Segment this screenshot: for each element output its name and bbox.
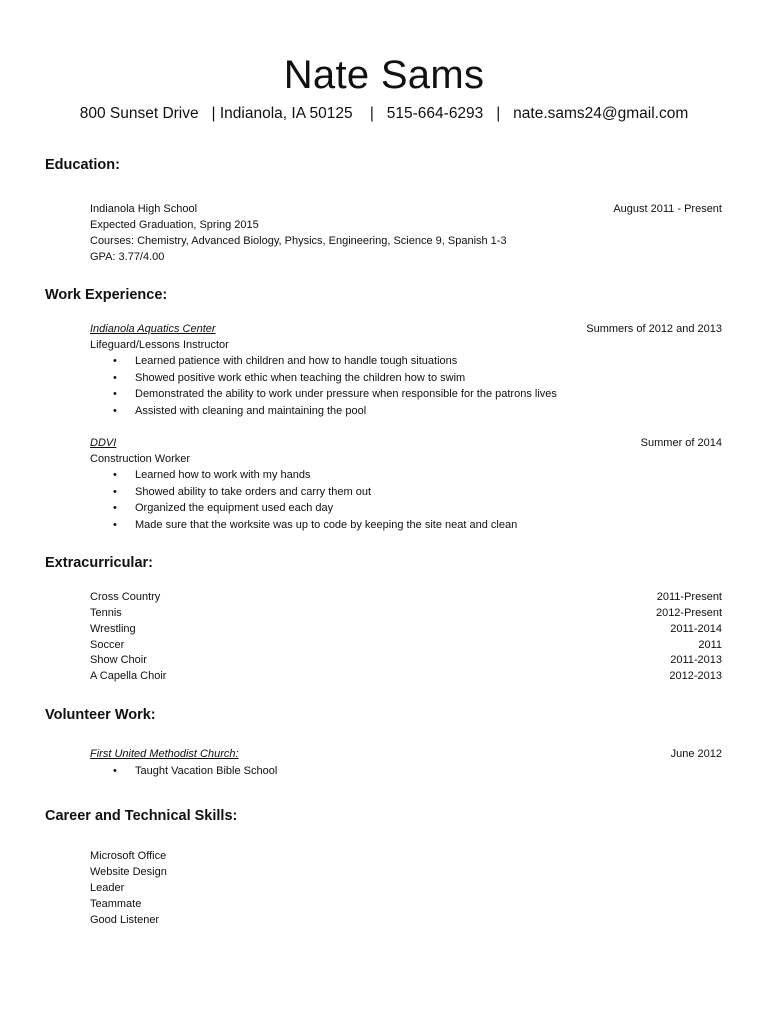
- job-org: DDVI: [90, 437, 117, 449]
- activity-name: Soccer: [90, 639, 125, 651]
- skill-item: [90, 896, 722, 912]
- job-dates: Summers of 2012 and 2013: [586, 323, 722, 335]
- education-gpa-row: [90, 249, 722, 265]
- education-courses-row: [90, 233, 722, 249]
- activity-row: [90, 637, 722, 653]
- gpa-text: GPA: 3.77/4.00: [90, 251, 165, 263]
- skill-text: Leader: [90, 882, 125, 894]
- activity-row: [90, 589, 722, 605]
- skill-text: Microsoft Office: [90, 850, 167, 862]
- job-bullet: [113, 353, 713, 369]
- activity-name: Tennis: [90, 607, 122, 619]
- job-org: Indianola Aquatics Center: [90, 323, 216, 335]
- bullet-icon: •: [113, 486, 117, 498]
- bullet-icon: •: [113, 469, 117, 481]
- skill-item: [90, 880, 722, 896]
- bullet-text: Learned patience with children and how to handle tough situations: [135, 355, 458, 367]
- skill-text: Good Listener: [90, 914, 160, 926]
- job-header-row: [90, 435, 722, 451]
- job-header-row: [90, 321, 722, 337]
- skill-text: Teammate: [90, 898, 142, 910]
- bullet-text: Assisted with cleaning and maintaining the pool: [135, 405, 367, 417]
- graduation-text: Expected Graduation, Spring 2015: [90, 219, 259, 231]
- job-title-row: [90, 451, 722, 467]
- education-school-row: [90, 201, 722, 217]
- job-title-row: [90, 337, 722, 353]
- activity-years: 2011-2013: [670, 654, 722, 666]
- contact-line: 800 Sunset Drive | Indianola, IA 50125 | 515-664-6293 | nate.sams24@gmail.com: [79, 105, 689, 122]
- activity-name: Show Choir: [90, 654, 147, 666]
- work-heading: Work Experience:: [45, 287, 168, 303]
- activity-row: [90, 652, 722, 668]
- volunteer-dates: June 2012: [670, 748, 722, 760]
- volunteer-heading: Volunteer Work:: [45, 707, 156, 723]
- skills-heading: Career and Technical Skills:: [45, 808, 238, 824]
- bullet-text: Demonstrated the ability to work under pressure when responsible for the patrons lives: [135, 388, 557, 400]
- bullet-text: Organized the equipment used each day: [135, 502, 334, 514]
- job-title: Construction Worker: [90, 453, 191, 465]
- job-title: Lifeguard/Lessons Instructor: [90, 339, 229, 351]
- activity-row: [90, 621, 722, 637]
- skill-item: [90, 864, 722, 880]
- bullet-text: Made sure that the worksite was up to code by keeping the site neat and clean: [135, 519, 518, 531]
- school-name: Indianola High School: [90, 203, 198, 215]
- bullet-icon: •: [113, 388, 117, 400]
- job-dates: Summer of 2014: [640, 437, 722, 449]
- activity-years: 2011-Present: [656, 591, 722, 603]
- bullet-icon: •: [113, 502, 117, 514]
- volunteer-org: First United Methodist Church:: [90, 748, 239, 760]
- bullet-icon: •: [113, 519, 117, 531]
- job-bullet: [113, 484, 713, 500]
- skill-item: [90, 848, 722, 864]
- resume-name: Nate Sams: [283, 53, 485, 97]
- bullet-text: Showed ability to take orders and carry them out: [135, 486, 372, 498]
- volunteer-header-row: [90, 746, 722, 762]
- activity-row: [90, 668, 722, 684]
- job-bullet: [113, 500, 713, 516]
- bullet-text: Taught Vacation Bible School: [135, 765, 278, 777]
- school-dates: August 2011 - Present: [613, 203, 722, 215]
- bullet-text: Learned how to work with my hands: [135, 469, 311, 481]
- activity-row: [90, 605, 722, 621]
- job-bullet: [113, 467, 713, 483]
- skill-item: [90, 912, 722, 928]
- activity-name: A Capella Choir: [90, 670, 167, 682]
- activity-years: 2012-2013: [669, 670, 722, 682]
- education-graduation-row: [90, 217, 722, 233]
- activity-years: 2011: [698, 639, 722, 651]
- activity-years: 2011-2014: [670, 623, 722, 635]
- bullet-text: Showed positive work ethic when teaching the children how to swim: [135, 372, 466, 384]
- activity-years: 2012-Present: [655, 607, 722, 619]
- job-bullet: [113, 386, 713, 402]
- skill-text: Website Design: [90, 866, 167, 878]
- extracurricular-heading: Extracurricular:: [45, 555, 153, 571]
- activity-name: Wrestling: [90, 623, 136, 635]
- courses-text: Courses: Chemistry, Advanced Biology, Physics, Engineering, Science 9, Spanish 1-3: [90, 235, 507, 247]
- education-heading: Education:: [45, 157, 120, 173]
- bullet-icon: •: [113, 765, 117, 777]
- bullet-icon: •: [113, 355, 117, 367]
- bullet-icon: •: [113, 372, 117, 384]
- job-bullet: [113, 370, 713, 386]
- job-bullet: [113, 517, 713, 533]
- volunteer-bullet: [113, 763, 713, 779]
- bullet-icon: •: [113, 405, 117, 417]
- job-bullet: [113, 403, 713, 419]
- activity-name: Cross Country: [90, 591, 161, 603]
